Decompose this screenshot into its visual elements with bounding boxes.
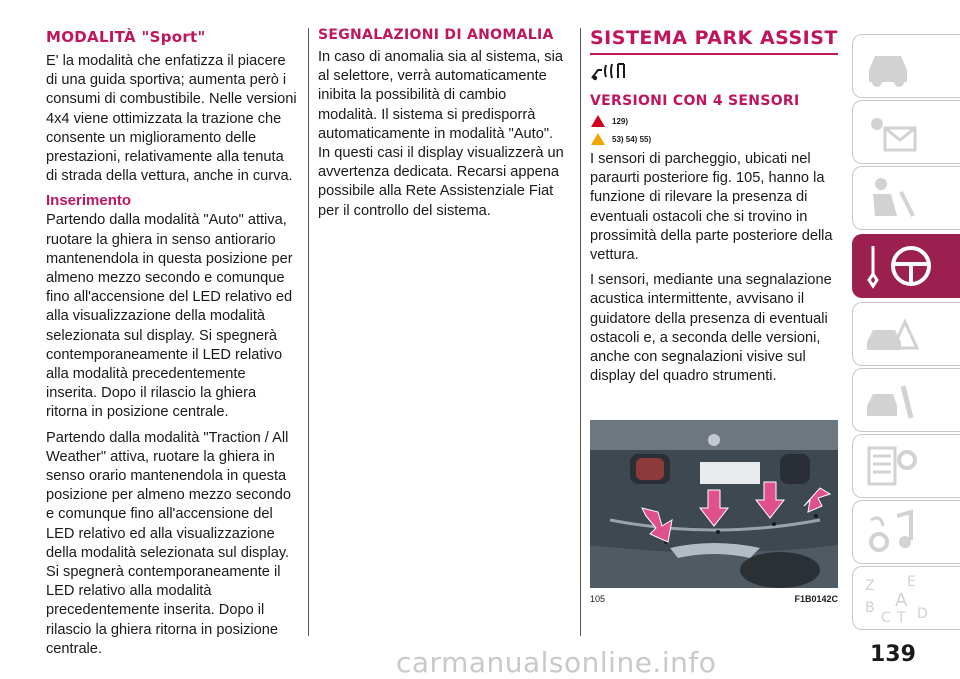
section-heading-sport-mode: MODALITÀ "Sport" <box>46 28 206 46</box>
multimedia-icon <box>861 506 921 558</box>
svg-text:E: E <box>907 574 916 590</box>
watermark: carmanualsonline.info <box>396 646 717 679</box>
tab-maintenance[interactable] <box>852 368 960 432</box>
paragraph: Partendo dalla modalità "Auto" attiva, ruotare la ghiera in senso antiorario mantenendola in questa posizione per almeno mezzo secondo e comunque fino all'accensione del LED relativo ed alla visualizzazione della modalità selezionata sul display. Si spegnerà contemporaneamente il LED relativo alla modalità precedentemente inserita. Dopo il rilascio la ghiera ritorna in posizione centrale. <box>46 212 293 421</box>
column-middle <box>318 28 568 227</box>
emergency-breakdown-icon <box>861 308 921 360</box>
column-divider <box>580 28 581 636</box>
tab-safety[interactable] <box>852 166 960 230</box>
paragraph: E' la modalità che enfatizza il piacere di una guida sportiva; aumenta però i consumi di combustibile. Nelle versioni 4x4 viene ottimizzata la trazione che consente un miglioramento delle prestazioni, relativamente alla tenuta di strada della vettura, anche in curva. <box>46 53 297 185</box>
svg-text:T: T <box>897 610 906 624</box>
subheading-inserimento: Inserimento <box>46 192 132 210</box>
park-sensor-icon <box>590 61 840 86</box>
section-heading-anomaly: SEGNALAZIONI DI ANOMALIA <box>318 27 554 43</box>
subheading-4-sensors: VERSIONI CON 4 SENSORI <box>590 93 800 109</box>
svg-text:B: B <box>865 600 875 616</box>
technical-data-icon <box>861 440 921 492</box>
paragraph: I sensori, mediante una segnalazione acustica intermittente, avvisano il guidatore della presenza di eventuali ostacoli e, a seconda delle versioni, anche con segnalazioni visive sul display del quadro strumenti. <box>590 272 832 385</box>
svg-text:Z: Z <box>865 578 875 594</box>
maintenance-wrench-icon <box>861 374 921 426</box>
section-heading-park-assist: SISTEMA PARK ASSIST <box>590 27 838 49</box>
heading-rule <box>590 53 838 55</box>
index-letters-icon <box>861 572 931 624</box>
column-right <box>590 28 840 392</box>
steering-key-icon <box>861 240 941 292</box>
svg-text:A: A <box>895 590 908 611</box>
safety-airbag-icon <box>861 172 921 224</box>
paragraph: In caso di anomalia sia al sistema, sia al selettore, verrà automaticamente inibita la possibilità di cambio modalità. Il sistema si predisporrà automaticamente in modalità "Auto". In questi casi il display visualizzerà un avvertenza dedicata. Recarsi appena possibile alla Rete Assistenziale Fiat per il controllo del sistema. <box>318 49 564 219</box>
column-left <box>46 28 298 665</box>
figure-number: 105 <box>590 594 606 604</box>
rear-bumper-sensors-photo <box>590 420 838 588</box>
warning-triangle-icon <box>590 114 606 128</box>
caution-reference: 53) 54) 55) <box>590 132 840 146</box>
tab-multimedia[interactable] <box>852 500 960 564</box>
caution-hand-icon <box>590 132 606 146</box>
figure-code: F1B0142C <box>794 594 838 604</box>
paragraph: I sensori di parcheggio, ubicati nel paraurti posteriore fig. 105, hanno la funzione di rilevare la presenza di eventuali ostacoli che si trovino in prossimità della parte posteriore della vettura. <box>590 151 833 264</box>
tab-technical-data[interactable] <box>852 434 960 498</box>
tab-emergency[interactable] <box>852 302 960 366</box>
tab-car-info[interactable] <box>852 34 960 98</box>
paragraph: Partendo dalla modalità "Traction / All Weather" attiva, ruotare la ghiera in senso orario mantenendola in questa posizione per almeno mezzo secondo e comunque fino all'accensione del LED relativo ed alla visualizzazione della modalità selezionata sul display. Si spegnerà contemporaneamente il LED relativo alla modalità precedentemente inserita. Dopo il rilascio la ghiera ritorna in posizione centrale. <box>46 429 291 657</box>
warning-lights-icon <box>861 106 921 158</box>
svg-text:D: D <box>917 606 928 622</box>
tab-warning-lights[interactable] <box>852 100 960 164</box>
figure-caption <box>590 594 838 604</box>
page-number: 139 <box>870 642 916 667</box>
tab-index[interactable] <box>852 566 960 630</box>
car-info-icon <box>861 40 921 92</box>
svg-text:C: C <box>881 610 891 624</box>
tab-starting-driving[interactable] <box>852 234 960 298</box>
warning-reference: 129) <box>590 114 840 128</box>
column-divider <box>308 28 309 636</box>
